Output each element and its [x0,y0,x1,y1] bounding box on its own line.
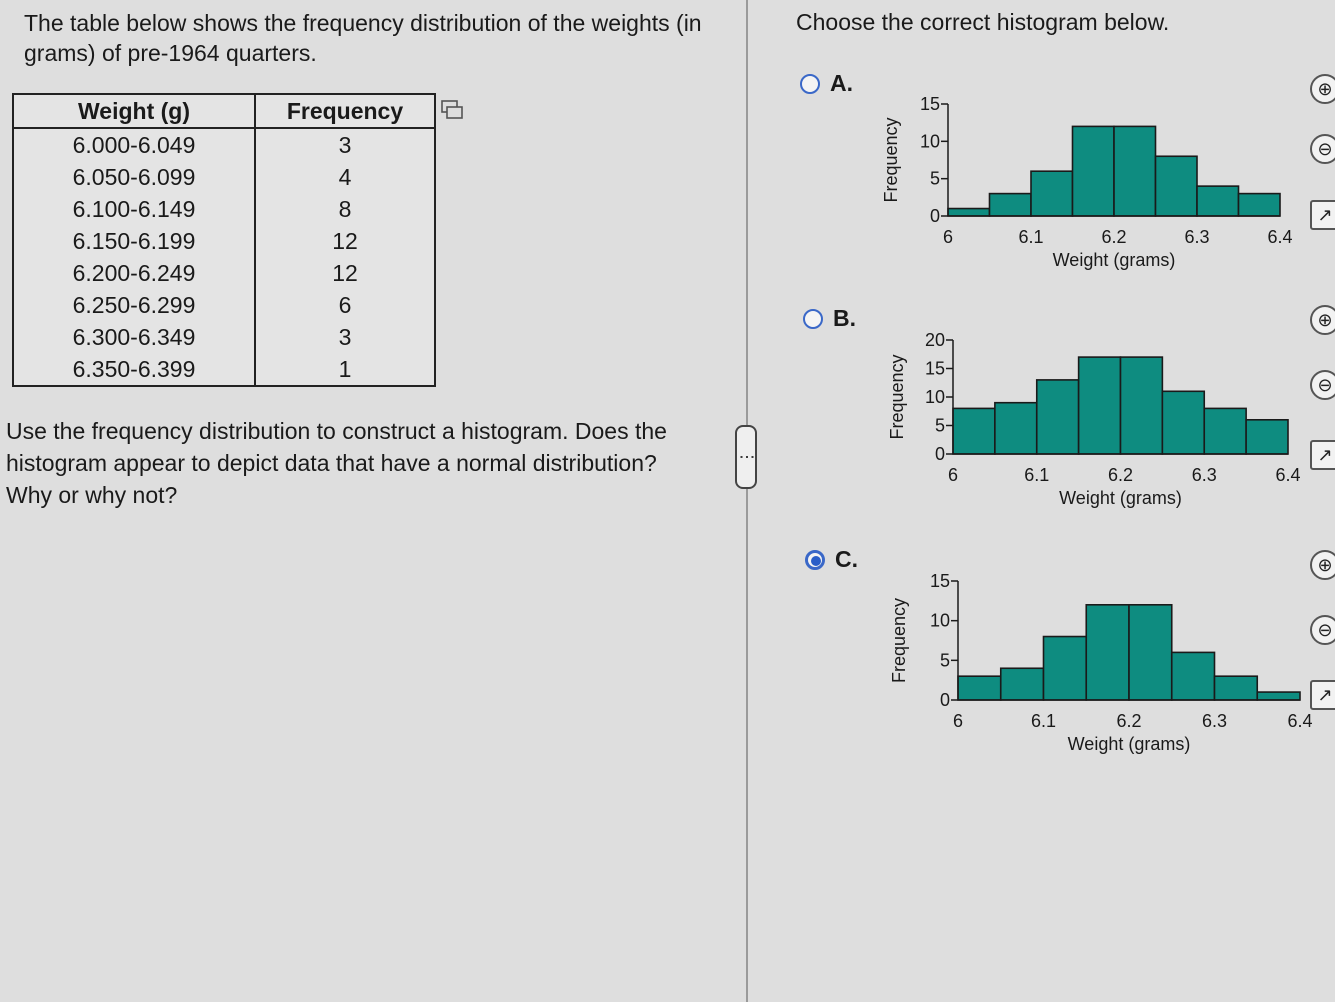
x-axis-label: Weight (grams) [1052,250,1176,270]
weight-cell: 6.000-6.049 [13,128,255,161]
frequency-cell: 4 [255,161,435,193]
y-tick-label: 5 [934,415,945,436]
x-tick-label: 6.2 [1107,465,1134,485]
y-tick-label: 5 [939,650,950,671]
x-axis-label: Weight (grams) [1059,488,1182,508]
x-tick-label: 6.2 [1101,227,1127,247]
weight-cell: 6.250-6.299 [13,289,255,321]
y-tick-label: 10 [919,131,940,152]
y-tick-label: 0 [939,690,950,710]
histogram-bar [1086,605,1129,700]
zoom-out-icon[interactable]: ⊖ [1310,370,1335,400]
x-tick-label: 6 [947,465,959,485]
x-tick-label: 6.1 [1030,711,1057,731]
zoom-out-icon[interactable]: ⊖ [1310,134,1335,164]
y-tick-label: 10 [929,610,950,631]
weight-cell: 6.200-6.249 [13,257,255,289]
answer-prompt: Choose the correct histogram below. [796,9,1170,35]
frequency-cell: 1 [255,353,435,386]
option-c-label: C. [835,546,858,572]
zoom-in-icon[interactable]: ⊕ [1310,550,1335,580]
y-axis-label: Frequency [889,597,909,684]
open-new-window-icon[interactable]: ↗ [1310,680,1335,710]
y-tick-label: 0 [929,206,940,226]
weight-cell: 6.350-6.399 [13,353,255,386]
x-tick-label: 6.3 [1201,711,1228,731]
y-tick-label: 15 [929,571,950,591]
histogram-bar [1129,605,1172,700]
x-tick-label: 6.2 [1116,711,1142,731]
y-tick-label: 15 [924,358,945,379]
y-tick-label: 10 [924,387,945,407]
weight-cell: 6.100-6.149 [13,193,255,225]
frequency-cell: 6 [255,289,435,321]
weight-cell: 6.050-6.099 [13,161,255,193]
option-a-label: A. [830,70,853,96]
open-new-window-icon[interactable]: ↗ [1310,200,1335,230]
x-tick-label: 6.3 [1184,227,1210,247]
x-tick-label: 6 [942,227,954,247]
zoom-in-icon[interactable]: ⊕ [1310,74,1335,104]
histogram-bar [1001,668,1044,700]
option-b-label: B. [833,305,856,331]
x-axis-label: Weight (grams) [1067,734,1191,754]
x-tick-label: 6.4 [1275,465,1301,485]
histogram-bar [1172,652,1215,700]
weight-cell: 6.300-6.349 [13,321,255,353]
zoom-in-icon[interactable]: ⊕ [1310,305,1335,335]
tool-strip [1300,0,1335,1002]
y-tick-label: 0 [934,444,945,464]
header-frequency: Frequency [255,94,435,128]
histogram-bar [1257,692,1300,700]
histogram-bar [958,676,1001,700]
frequency-cell: 8 [255,193,435,225]
y-axis-label: Frequency [887,354,907,440]
frequency-cell: 12 [255,257,435,289]
frequency-cell: 3 [255,128,435,161]
frequency-cell: 3 [255,321,435,353]
x-tick-label: 6.1 [1018,227,1044,247]
weight-cell: 6.150-6.199 [13,225,255,257]
open-new-window-icon[interactable]: ↗ [1310,440,1335,470]
histogram-bar [1215,676,1258,700]
x-tick-label: 6.4 [1267,227,1293,247]
x-tick-label: 6.3 [1191,465,1217,485]
drag-handle-icon[interactable]: ⋮ [735,425,757,489]
y-tick-label: 20 [924,330,945,350]
zoom-out-icon[interactable]: ⊖ [1310,615,1335,645]
x-tick-label: 6.1 [1024,465,1050,485]
problem-question: Use the frequency distribution to construct a histogram. Does the histogram appear to depict data that have a normal distribution? Why or why not? [6,418,667,508]
frequency-cell: 12 [255,225,435,257]
header-weight: Weight (g) [13,94,255,128]
x-tick-label: 6.4 [1287,711,1313,731]
y-tick-label: 15 [919,94,940,114]
y-axis-label: Frequency [881,117,901,203]
y-tick-label: 5 [929,168,940,189]
x-tick-label: 6 [952,711,964,731]
problem-intro: The table below shows the frequency distribution of the weights (in grams) of pre-1964 quarters. [24,10,702,66]
histogram-bar [1044,637,1087,700]
